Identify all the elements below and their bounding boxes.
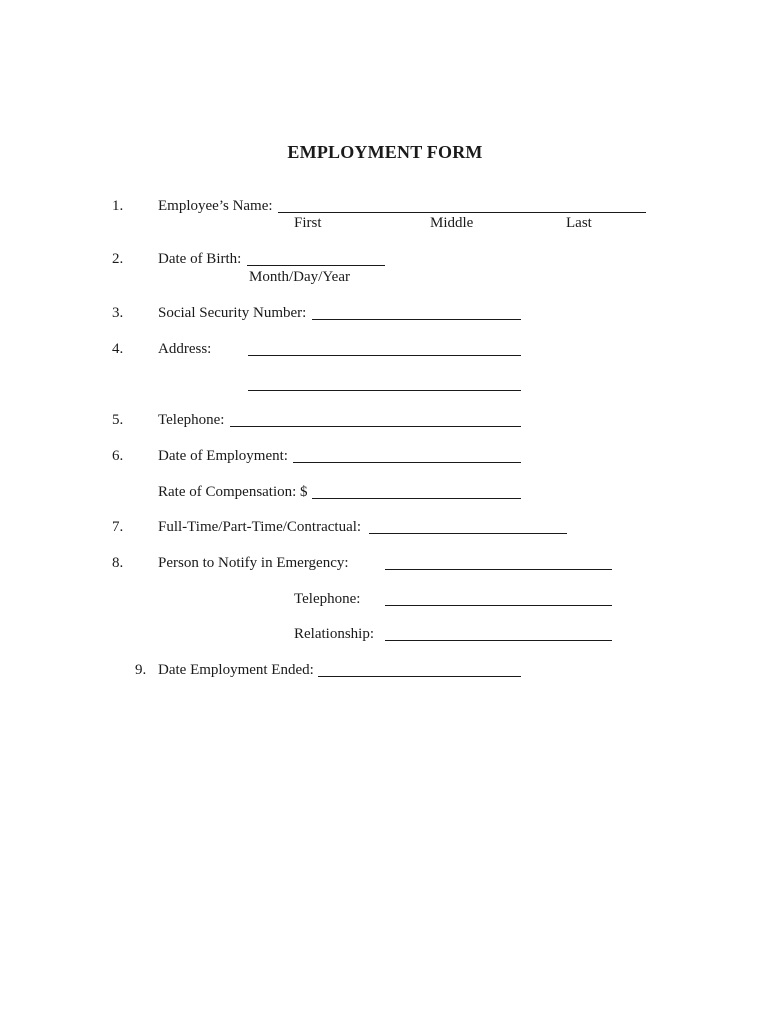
- emergency-contact-field[interactable]: [385, 569, 612, 570]
- item-number-2: 2.: [112, 251, 124, 267]
- name-first-caption: First: [294, 215, 322, 231]
- address-field-line-2[interactable]: [248, 390, 521, 391]
- item-number-6: 6.: [112, 448, 124, 464]
- item-number-4: 4.: [112, 341, 124, 357]
- date-of-birth-field[interactable]: [247, 265, 385, 266]
- date-employment-ended-label: Date Employment Ended:: [158, 662, 314, 678]
- telephone-label: Telephone:: [158, 412, 225, 428]
- ssn-field[interactable]: [312, 319, 521, 320]
- employment-type-field[interactable]: [369, 533, 567, 534]
- emergency-telephone-label: Telephone:: [294, 591, 361, 607]
- rate-of-compensation-field[interactable]: [312, 498, 521, 499]
- address-label: Address:: [158, 341, 212, 357]
- item-number-7: 7.: [112, 519, 124, 535]
- ssn-label: Social Security Number:: [158, 305, 307, 321]
- date-of-birth-label: Date of Birth:: [158, 251, 242, 267]
- emergency-relationship-field[interactable]: [385, 640, 612, 641]
- emergency-relationship-label: Relationship:: [294, 626, 374, 642]
- item-number-5: 5.: [112, 412, 124, 428]
- employee-name-field[interactable]: [278, 212, 646, 213]
- emergency-contact-label: Person to Notify in Emergency:: [158, 555, 349, 571]
- item-number-8: 8.: [112, 555, 124, 571]
- name-middle-caption: Middle: [430, 215, 474, 231]
- date-of-employment-field[interactable]: [293, 462, 521, 463]
- form-title: EMPLOYMENT FORM: [287, 142, 483, 162]
- item-number-1: 1.: [112, 198, 124, 214]
- employment-type-label: Full-Time/Part-Time/Contractual:: [158, 519, 362, 535]
- address-field-line-1[interactable]: [248, 355, 521, 356]
- rate-of-compensation-label: Rate of Compensation: $: [158, 484, 308, 500]
- emergency-telephone-field[interactable]: [385, 605, 612, 606]
- name-last-caption: Last: [566, 215, 592, 231]
- telephone-field[interactable]: [230, 426, 521, 427]
- item-number-3: 3.: [112, 305, 124, 321]
- employee-name-label: Employee’s Name:: [158, 198, 273, 214]
- dob-format-caption: Month/Day/Year: [249, 269, 350, 285]
- date-employment-ended-field[interactable]: [318, 676, 521, 677]
- date-of-employment-label: Date of Employment:: [158, 448, 288, 464]
- item-number-9: 9.: [135, 662, 147, 678]
